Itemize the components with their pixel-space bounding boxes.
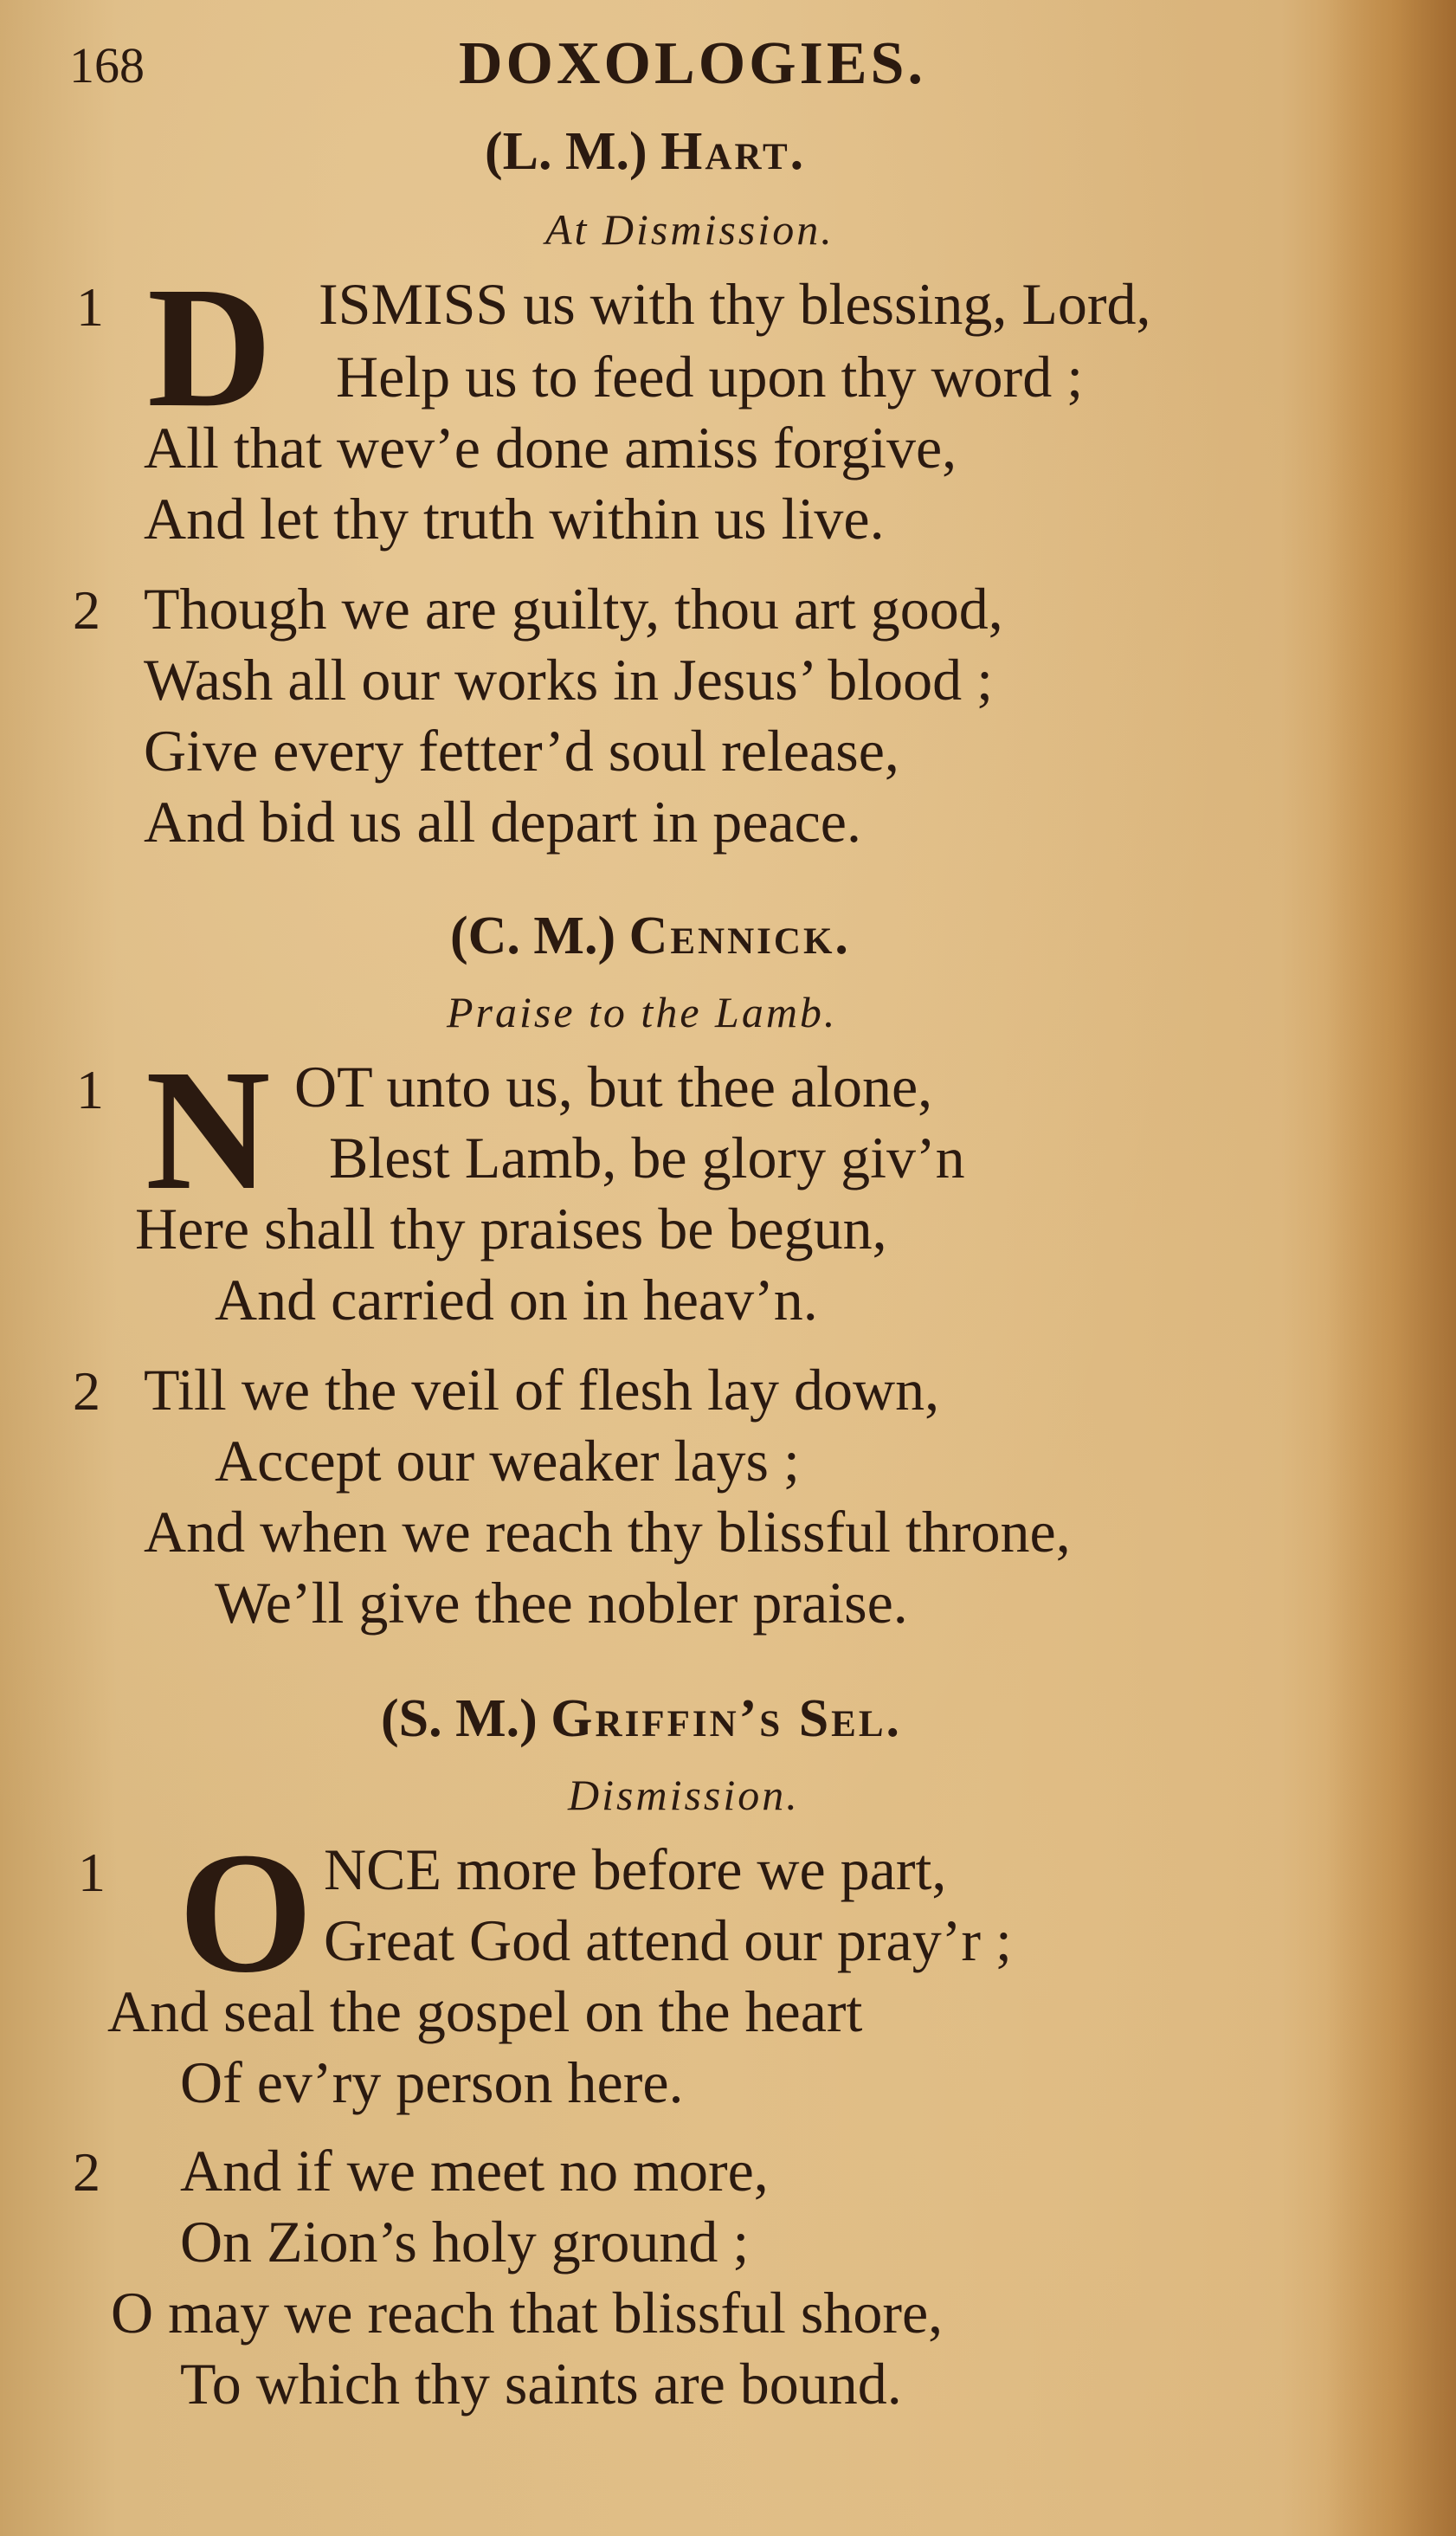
running-title: DOXOLOGIES. bbox=[459, 30, 926, 97]
verse-line: Till we the veil of flesh lay down, bbox=[144, 1357, 940, 1423]
verse-line: O may we reach that blissful shore, bbox=[111, 2280, 944, 2346]
verse-line: Blest Lamb, be glory giv’n bbox=[329, 1125, 965, 1191]
verse-line: And let thy truth within us live. bbox=[144, 486, 885, 552]
verse-line: Wash all our works in Jesus’ blood ; bbox=[144, 647, 994, 713]
drop-cap: N bbox=[145, 1035, 271, 1226]
hymn-meter: (L. M.) bbox=[485, 122, 647, 181]
verse-number: 2 bbox=[73, 579, 100, 641]
verse-number: 1 bbox=[78, 1842, 106, 1903]
verse-line: All that wev’e done amiss forgive, bbox=[144, 415, 957, 481]
verse-line: OT unto us, but thee alone, bbox=[294, 1054, 933, 1120]
verse-line: Of ev’ry person here. bbox=[180, 2049, 684, 2115]
verse-line: We’ll give thee nobler praise. bbox=[215, 1570, 908, 1636]
verse-line: To which thy saints are bound. bbox=[180, 2351, 902, 2417]
verse-line: Accept our weaker lays ; bbox=[215, 1428, 800, 1494]
page-number: 168 bbox=[69, 37, 145, 94]
verse-line: NCE more before we part, bbox=[324, 1836, 947, 1902]
hymn-heading bbox=[450, 906, 851, 967]
hymn-heading bbox=[381, 1688, 902, 1750]
verse-line: Help us to feed upon thy word ; bbox=[336, 344, 1084, 410]
hymn-author: Hart. bbox=[660, 122, 807, 181]
page-edge-shadow bbox=[1326, 0, 1456, 2536]
verse-line: And carried on in heav’n. bbox=[215, 1267, 818, 1333]
hymn-heading bbox=[485, 121, 806, 183]
verse-line: Great God attend our pray’r ; bbox=[324, 1907, 1012, 1973]
verse-line: And when we reach thy blissful throne, bbox=[144, 1499, 1071, 1565]
drop-cap: D bbox=[147, 252, 273, 443]
hymn-subtitle: Praise to the Lamb. bbox=[447, 988, 838, 1036]
hymn-meter: (C. M.) bbox=[450, 907, 616, 965]
verse-line: Though we are guilty, thou art good, bbox=[144, 576, 1003, 642]
hymn-author: Cennick. bbox=[628, 907, 851, 965]
hymn-subtitle: Dismission. bbox=[568, 1771, 800, 1819]
verse-number: 2 bbox=[73, 2141, 100, 2203]
verse-line: And if we meet no more, bbox=[180, 2138, 769, 2204]
verse-line: Give every fetter’d soul release, bbox=[144, 718, 899, 784]
hymn-meter: (S. M.) bbox=[381, 1689, 538, 1748]
hymn-author: Griffin’s Sel. bbox=[551, 1689, 903, 1748]
verse-line: Here shall thy praises be begun, bbox=[135, 1196, 887, 1262]
drop-cap: O bbox=[178, 1817, 313, 2009]
page-header bbox=[0, 26, 1456, 104]
verse-line: And seal the gospel on the heart bbox=[107, 1978, 863, 2044]
verse-number: 1 bbox=[76, 1059, 104, 1120]
verse-line: On Zion’s holy ground ; bbox=[180, 2209, 750, 2275]
verse-line: ISMISS us with thy blessing, Lord, bbox=[319, 271, 1151, 337]
verse-number: 2 bbox=[73, 1360, 100, 1422]
verse-number: 1 bbox=[76, 276, 104, 338]
verse-line: And bid us all depart in peace. bbox=[144, 789, 861, 855]
hymn-subtitle: At Dismission. bbox=[545, 205, 834, 254]
